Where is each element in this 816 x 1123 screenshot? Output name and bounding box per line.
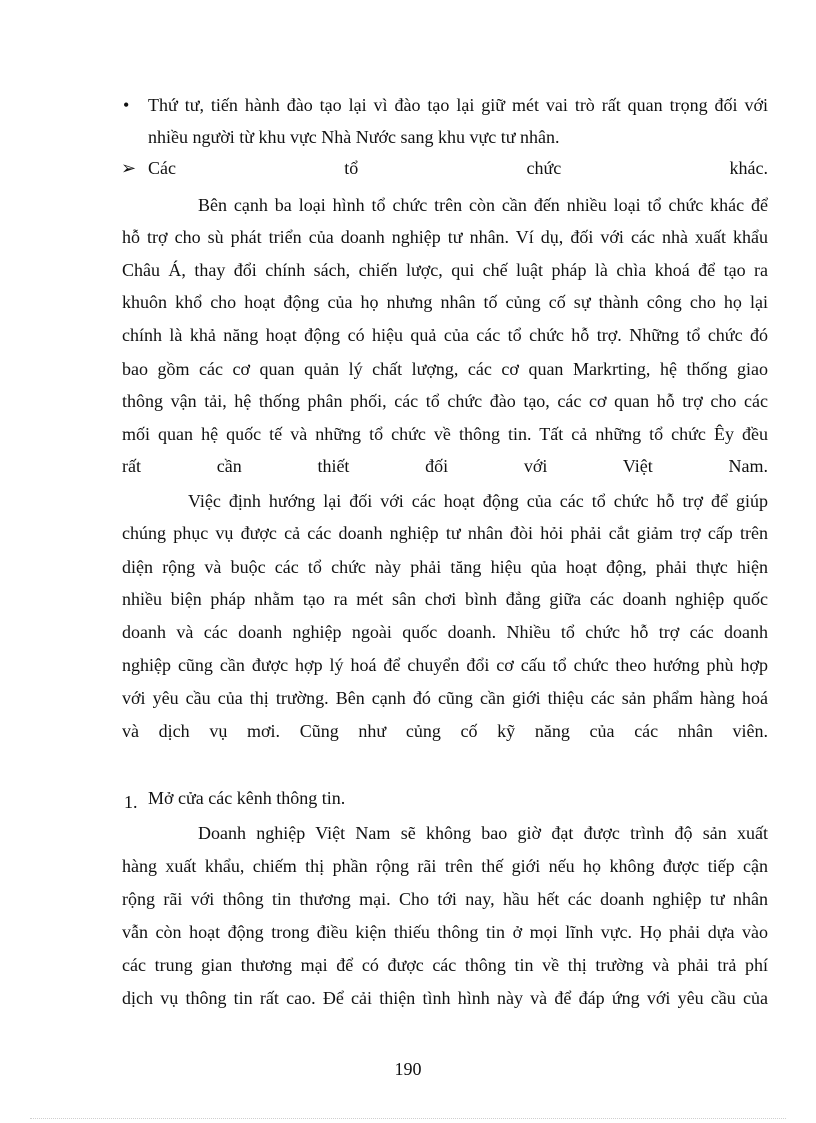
paragraph-2-line-6: nghiệp cũng cần được hợp lý hoá để chuyển đổi cơ cấu tổ chức theo hướng phù hợp [122, 655, 768, 675]
paragraph-1-line-1: Bên cạnh ba loại hình tổ chức trên còn cần đến nhiều loại tổ chức khác để [198, 195, 768, 215]
paragraph-1-line-3: Châu Á, thay đổi chính sách, chiến lược, qui chế luật pháp là chìa khoá để tạo ra [122, 260, 768, 280]
arrow-marker: ➢ [121, 158, 137, 178]
paragraph-1-line-2: hỗ trợ cho sù phát triển của doanh nghiệp tư nhân. Ví dụ, đối với các nhà xuất khẩu [122, 227, 768, 247]
paragraph-3-line-3: rộng rãi với thông tin thương mại. Cho tới nay, hầu hết các doanh nghiệp tư nhân [122, 889, 768, 909]
paragraph-3-line-5: các trung gian thương mại để có được các thông tin về thị trường và phải trả phí [122, 955, 768, 975]
paragraph-1-line-4: khuôn khổ cho hoạt động của họ nhưng nhân tố củng cố sự thành công cho họ lại [122, 292, 768, 312]
paragraph-2-line-2: chúng phục vụ được cả các doanh nghiệp tư nhân đòi hỏi phải cắt giảm trợ cấp trên [122, 523, 768, 543]
paragraph-1-line-8: mối quan hệ quốc tế và những tổ chức về thông tin. Tất cả những tổ chức Êy đều [122, 424, 768, 444]
paragraph-1-line-5: chính là khả năng hoạt động có hiệu quả của các tổ chức hỗ trợ. Những tổ chức đó [122, 325, 768, 345]
paragraph-1-line-7: thông vận tải, hệ thống phân phối, các tổ chức đào tạo, các cơ quan hỗ trợ cho các [122, 391, 768, 411]
paragraph-3-line-2: hàng xuất khẩu, chiếm thị phần rộng rãi trên thế giới nếu họ không được tiếp cận [122, 856, 768, 876]
paragraph-1-line-9: rất cần thiết đối với Việt Nam. [122, 456, 768, 476]
bullet-line-2: nhiều người từ khu vực Nhà Nước sang khu vực tư nhân. [148, 127, 560, 147]
paragraph-2-line-7: với yêu cầu của thị trường. Bên cạnh đó cũng cần giới thiệu các sản phẩm hàng hoá [122, 688, 768, 708]
paragraph-3-line-1: Doanh nghiệp Việt Nam sẽ không bao giờ đạt được trình độ sản xuất [198, 823, 768, 843]
paragraph-2-line-5: doanh và các doanh nghiệp ngoài quốc doanh. Nhiều tổ chức hỗ trợ các doanh [122, 622, 768, 642]
page-bottom-divider [30, 1118, 786, 1119]
paragraph-2-line-3: diện rộng và buộc các tổ chức này phải tăng hiệu qủa hoạt động, phải thực hiện [122, 557, 768, 577]
section-number: 1. [124, 792, 138, 812]
section-title: Mở cửa các kênh thông tin. [148, 788, 346, 808]
bullet-line-1: Thứ tư, tiến hành đào tạo lại vì đào tạo lại giữ mét vai trò rất quan trọng đối với [148, 95, 768, 115]
paragraph-2-line-8: và dịch vụ mơi. Cũng như củng cố kỹ năng của các nhân viên. [122, 721, 768, 741]
bullet-marker: • [123, 95, 130, 115]
paragraph-3-line-6: dịch vụ thông tin rất cao. Để cải thiện tình hình này và để đáp ứng với yêu cầu của [122, 988, 768, 1008]
paragraph-3-line-4: vẫn còn hoạt động trong điều kiện thiếu thông tin ở mọi lĩnh vực. Họ phải dựa vào [122, 922, 768, 942]
page-number: 190 [394, 1059, 422, 1079]
paragraph-1-line-6: bao gồm các cơ quan quản lý chất lượng, các cơ quan Markrting, hệ thống giao [122, 359, 768, 379]
arrow-item-text: Các tổ chức khác. [148, 158, 768, 178]
paragraph-2-line-1: Việc định hướng lại đối với các hoạt động của các tổ chức hỗ trợ để giúp [188, 491, 768, 511]
paragraph-2-line-4: nhiều biện pháp nhằm tạo ra mét sân chơi bình đẳng giữa các doanh nghiệp quốc [122, 589, 768, 609]
